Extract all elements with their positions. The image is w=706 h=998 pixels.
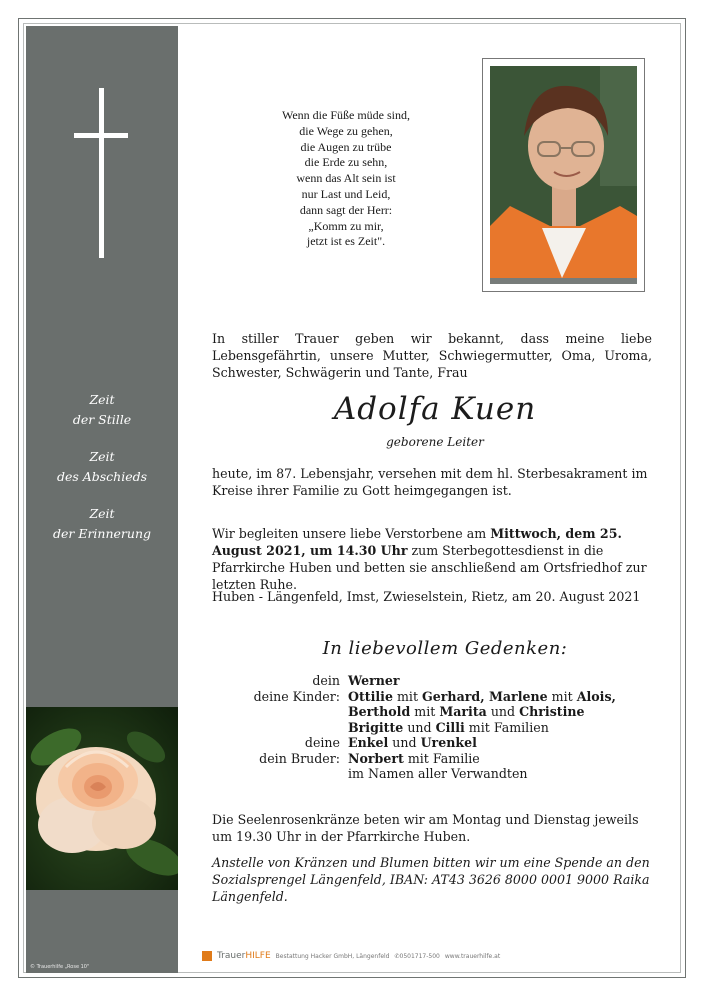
footer	[202, 950, 542, 962]
quote-group	[26, 390, 178, 430]
portrait-frame	[482, 58, 645, 292]
poem-line: die Erde zu sehn,	[304, 155, 388, 170]
mourner-name-part: Norbert	[348, 750, 404, 766]
logo-part: HILFE	[245, 951, 271, 961]
footer-phone: ✆0501717-500	[394, 952, 440, 960]
mourner-row	[212, 735, 652, 751]
intro-text: In stiller Trauer geben wir bekannt, dass meine liebe Lebensgefährtin, unsere Mutter, Schwiegermutter, Oma, Uroma, Schwester, Schwägerin und Tante, Frau	[212, 331, 652, 380]
mourner-row	[212, 689, 652, 705]
mourner-name-part: mit Familie	[403, 750, 480, 766]
footer-company: Bestattung Hacker GmbH, Längenfeld	[275, 952, 390, 960]
mourner-row	[212, 766, 652, 782]
funeral-text	[212, 525, 652, 593]
deceased-name: Adolfa Kuen	[333, 391, 537, 427]
mourner-names	[348, 689, 652, 705]
mourner-row	[212, 673, 652, 689]
portrait-photo	[490, 66, 637, 278]
poem-line: Wenn die Füße müde sind,	[281, 108, 410, 122]
mourner-name-part: und	[388, 735, 421, 750]
mourner-row	[212, 751, 652, 767]
mourner-name-part: Enkel	[348, 735, 389, 750]
quote-line: der Stille	[72, 412, 132, 427]
quote-line: der Erinnerung	[52, 526, 152, 541]
portrait-frame-bar	[490, 278, 637, 284]
poem-line: die Augen zu trübe	[300, 139, 392, 154]
mourner-name-part: Christine	[519, 704, 585, 719]
rosary-text: Die Seelenrosenkränze beten wir am Montag und Dienstag jeweils um 19.30 Uhr in der Pfarrkirche Huben.	[212, 812, 639, 844]
quote-line: Zeit	[89, 506, 115, 521]
footer-web[interactable]: www.trauerhilfe.at	[444, 952, 501, 960]
mourner-name-part: im Namen aller Verwandten	[348, 766, 528, 781]
quote-line: Zeit	[89, 449, 115, 464]
trauerhilfe-logo	[217, 951, 271, 961]
rose-image	[26, 707, 178, 890]
poem-line: jetzt ist es Zeit".	[306, 234, 386, 249]
mourner-name-part: Ottilie	[348, 688, 393, 704]
mourner-name-part: Marita	[439, 704, 487, 719]
mourner-name-part: Urenkel	[420, 735, 477, 750]
mourner-name-part: mit	[410, 704, 440, 719]
donation-text: Anstelle von Kränzen und Blumen bitten wir um eine Spende an den Sozialsprengel Längenfeld, IBAN: AT43 3626 8000 0001 9000 Raika Längenfeld.	[212, 855, 650, 904]
mourner-name-part: und	[403, 719, 436, 735]
mourner-name-part: mit Familien	[464, 719, 549, 735]
mourner-name-part: mit	[392, 688, 423, 704]
mourner-row	[212, 720, 652, 736]
sidebar-quote	[26, 390, 178, 561]
mourner-row	[212, 704, 652, 720]
mourner-name-part: Berthold	[348, 704, 411, 719]
funeral-text-part: Wir begleiten unsere liebe Verstorbene am	[212, 526, 491, 541]
mourner-relation: deine	[304, 735, 340, 750]
funeral-date: Mittwoch, dem 25. August 2021, um 14.30 Uhr	[212, 526, 622, 558]
mourners-list	[212, 673, 652, 782]
logo-part: Trauer	[217, 951, 246, 961]
memory-heading: In liebevollem Gedenken:	[322, 638, 568, 659]
mourner-names	[348, 673, 652, 689]
quote-group	[26, 504, 178, 544]
mourner-names	[348, 704, 652, 720]
poem-line: dann sagt der Herr:	[299, 202, 393, 217]
sidebar	[26, 26, 178, 973]
place-date: Huben - Längenfeld, Imst, Zwieselstein, Rietz, am 20. August 2021	[212, 589, 641, 604]
poem-line: wenn das Alt sein ist	[296, 171, 396, 186]
mourner-relation: dein	[312, 673, 340, 688]
mourner-name-part: und	[486, 704, 520, 719]
poem-line: „Komm zu mir,	[308, 218, 384, 233]
passing-text: heute, im 87. Lebensjahr, versehen mit dem hl. Sterbesakrament im Kreise ihrer Familie zu Gott heimgegangen ist.	[212, 466, 648, 498]
mourner-relation	[212, 766, 348, 782]
funeral-text-part: zum Sterbegottesdienst in die Pfarrkirche Huben und betten sie anschließend am Ortsfriedhof zur letzten Ruhe.	[212, 543, 647, 592]
poem	[246, 108, 446, 250]
mourner-name-part: Cilli	[435, 719, 465, 735]
mourner-name-part: Brigitte	[348, 719, 404, 735]
cross-icon-bar	[74, 133, 128, 138]
mourner-name-part: Gerhard, Marlene	[422, 688, 548, 704]
mourner-name-part: Alois,	[576, 688, 616, 704]
mourner-names	[348, 751, 652, 767]
mourner-relation: deine Kinder:	[253, 688, 340, 704]
poem-line: die Wege zu gehen,	[299, 123, 393, 138]
mourner-names	[348, 735, 652, 751]
quote-group	[26, 447, 178, 487]
maiden-name: geborene Leiter	[386, 435, 484, 449]
trauerhilfe-logo-icon	[202, 951, 212, 961]
poem-line: nur Last und Leid,	[301, 186, 391, 201]
mourner-name-part: mit	[547, 688, 577, 704]
mourner-relation	[212, 704, 348, 720]
quote-line: Zeit	[89, 392, 115, 407]
mourner-names	[348, 766, 652, 782]
mourner-relation	[212, 720, 348, 736]
cross-icon	[99, 88, 104, 258]
quote-line: des Abschieds	[56, 469, 148, 484]
mourner-name-part: Werner	[348, 673, 400, 688]
mourner-relation: dein Bruder:	[259, 750, 340, 766]
mourner-names	[348, 720, 652, 736]
copyright-note: © Trauerhilfe „Rose 10"	[30, 964, 90, 970]
